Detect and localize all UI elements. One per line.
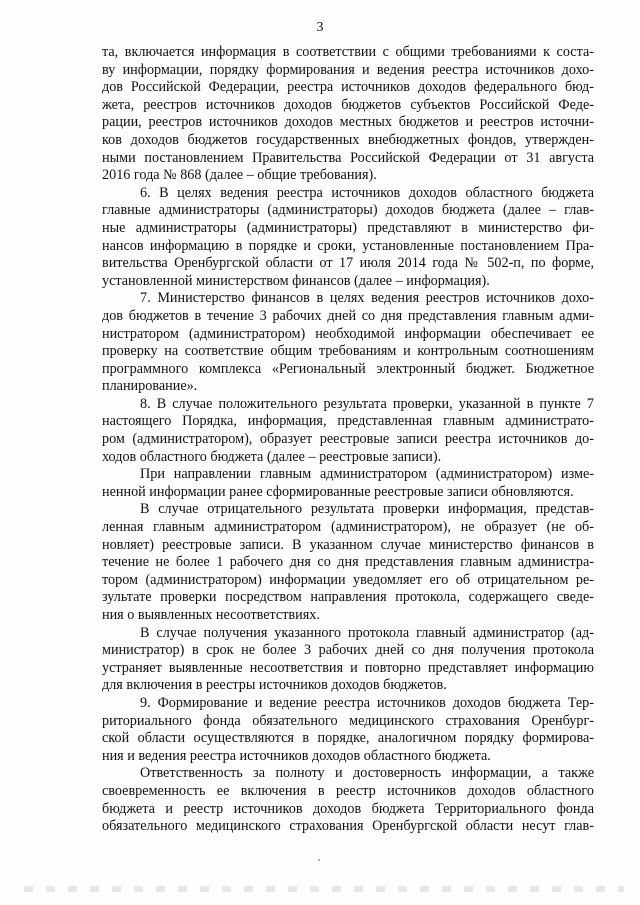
text-line: устраняет выявленные несоответствия и повторно представляет информацию (102, 659, 594, 676)
scan-footer-artifact (24, 886, 624, 892)
paragraph (102, 44, 594, 185)
text-line: ния и ведения реестра источников доходов областного бюджета. (102, 747, 491, 764)
text-line: та, включается информация в соответствии с общими требованиями к соста- (102, 44, 594, 60)
text-line: В случае отрицательного результата проверки информация, представ- (140, 501, 594, 518)
text-line: тором (администратором) информации уведомляет его об отрицательном ре- (102, 571, 594, 588)
text-line: главные администраторы (администраторы) доходов бюджета (далее – глав- (102, 202, 594, 219)
text-line: ные администраторы (администраторы) представляют в министерство фи- (102, 219, 594, 236)
text-line: ской области осуществляются в порядке, аналогичном порядку формирова- (102, 730, 594, 747)
text-line: министратор) в срок не более 3 рабочих дней со дня получения протокола (102, 642, 594, 659)
text-line: для включения в реестры источников доходов бюджетов. (102, 677, 447, 694)
scan-artifact (318, 859, 320, 861)
paragraph (102, 765, 594, 835)
text-line: обязательного медицинского страхования Оренбургской области несут глав- (102, 818, 594, 835)
text-line: В случае получения указанного протокола главный администратор (ад- (140, 624, 594, 641)
text-line: течение не более 1 рабочего дня со дня представления главным администра- (102, 554, 594, 571)
text-line: своевременность ее включения в реестр источников доходов областного (102, 782, 594, 799)
paragraph (102, 625, 594, 695)
text-line: ния о выявленных несоответствиях. (102, 607, 320, 623)
text-line: ву информации, порядку формирования и ведения реестра источников дохо- (102, 61, 594, 78)
paragraph (102, 396, 594, 466)
paragraph (102, 185, 594, 291)
paragraph (102, 290, 594, 396)
text-line: ходов областного бюджета (далее – реестровые записи). (102, 448, 442, 465)
text-line: программного комплекса «Региональный электронный бюджет. Бюджетное (102, 360, 594, 377)
text-line: вительства Оренбургской области от 17 июля 2014 года № 502-п, по форме, (102, 255, 594, 272)
text-line: установленной министерством финансов (далее – информация). (102, 272, 490, 289)
text-line: 2016 года № 868 (далее – общие требования). (102, 167, 377, 184)
paragraph (102, 695, 594, 765)
text-line: дов бюджетов в течение 3 рабочих дней со дня представления главным адми- (102, 307, 594, 324)
text-line: проверку на соответствие общим требованиям и контрольным соотношениям (102, 343, 594, 360)
text-line: риториального фонда обязательного медицинского страхования Оренбург- (102, 712, 594, 729)
paragraph (102, 501, 594, 624)
text-line: ными постановлением Правительства Российской Федерации от 31 августа (102, 149, 594, 166)
text-line: Ответственность за полноту и достоверность информации, а также (140, 765, 594, 782)
text-line: 8. В случае положительного результата проверки, указанной в пункте 7 (140, 395, 594, 412)
text-line: нансов информацию в порядке и сроки, установленные постановлением Пра- (102, 237, 594, 254)
text-line: ненной информации ранее сформированные реестровые записи обновляются. (102, 483, 574, 500)
text-line: нистратором (администратором) необходимой информации обеспечивает ее (102, 325, 594, 342)
text-line: дов Российской Федерации, реестра источников доходов федерального бюд- (102, 79, 594, 96)
paragraph (102, 466, 594, 501)
text-line: ленная главным администратором (администратором), не образует (не об- (102, 519, 594, 536)
text-line: 6. В целях ведения реестра источников доходов областного бюджета (140, 184, 594, 201)
document-body (102, 44, 594, 836)
text-line: бюджета и реестр источников доходов бюджета Территориального фонда (102, 800, 594, 817)
text-line: 7. Министерство финансов в целях ведения реестров источников дохо- (140, 290, 594, 307)
text-line: При направлении главным администратором (администратором) изме- (140, 466, 594, 483)
text-line: ром (администратором), образует реестровые записи реестра источников до- (102, 431, 594, 448)
text-line: жета, реестров источников доходов бюджетов субъектов Российской Феде- (102, 96, 594, 113)
text-line: ков доходов бюджетов государственных внебюджетных фондов, утвержден- (102, 131, 594, 148)
text-line: новляет) реестровые записи. В указанном случае министерство финансов в (102, 536, 594, 553)
text-line: зультате проверки посредством направления протокола, содержащего сведе- (102, 589, 594, 606)
page-number: 3 (316, 20, 324, 35)
text-line: рации, реестров источников доходов местных бюджетов и реестров источни- (102, 114, 594, 131)
text-line: настоящего Порядка, информация, представленная главным администрато- (102, 413, 594, 430)
text-line: планирование». (102, 378, 198, 395)
text-line: 9. Формирование и ведение реестра источников доходов бюджета Тер- (140, 694, 594, 711)
